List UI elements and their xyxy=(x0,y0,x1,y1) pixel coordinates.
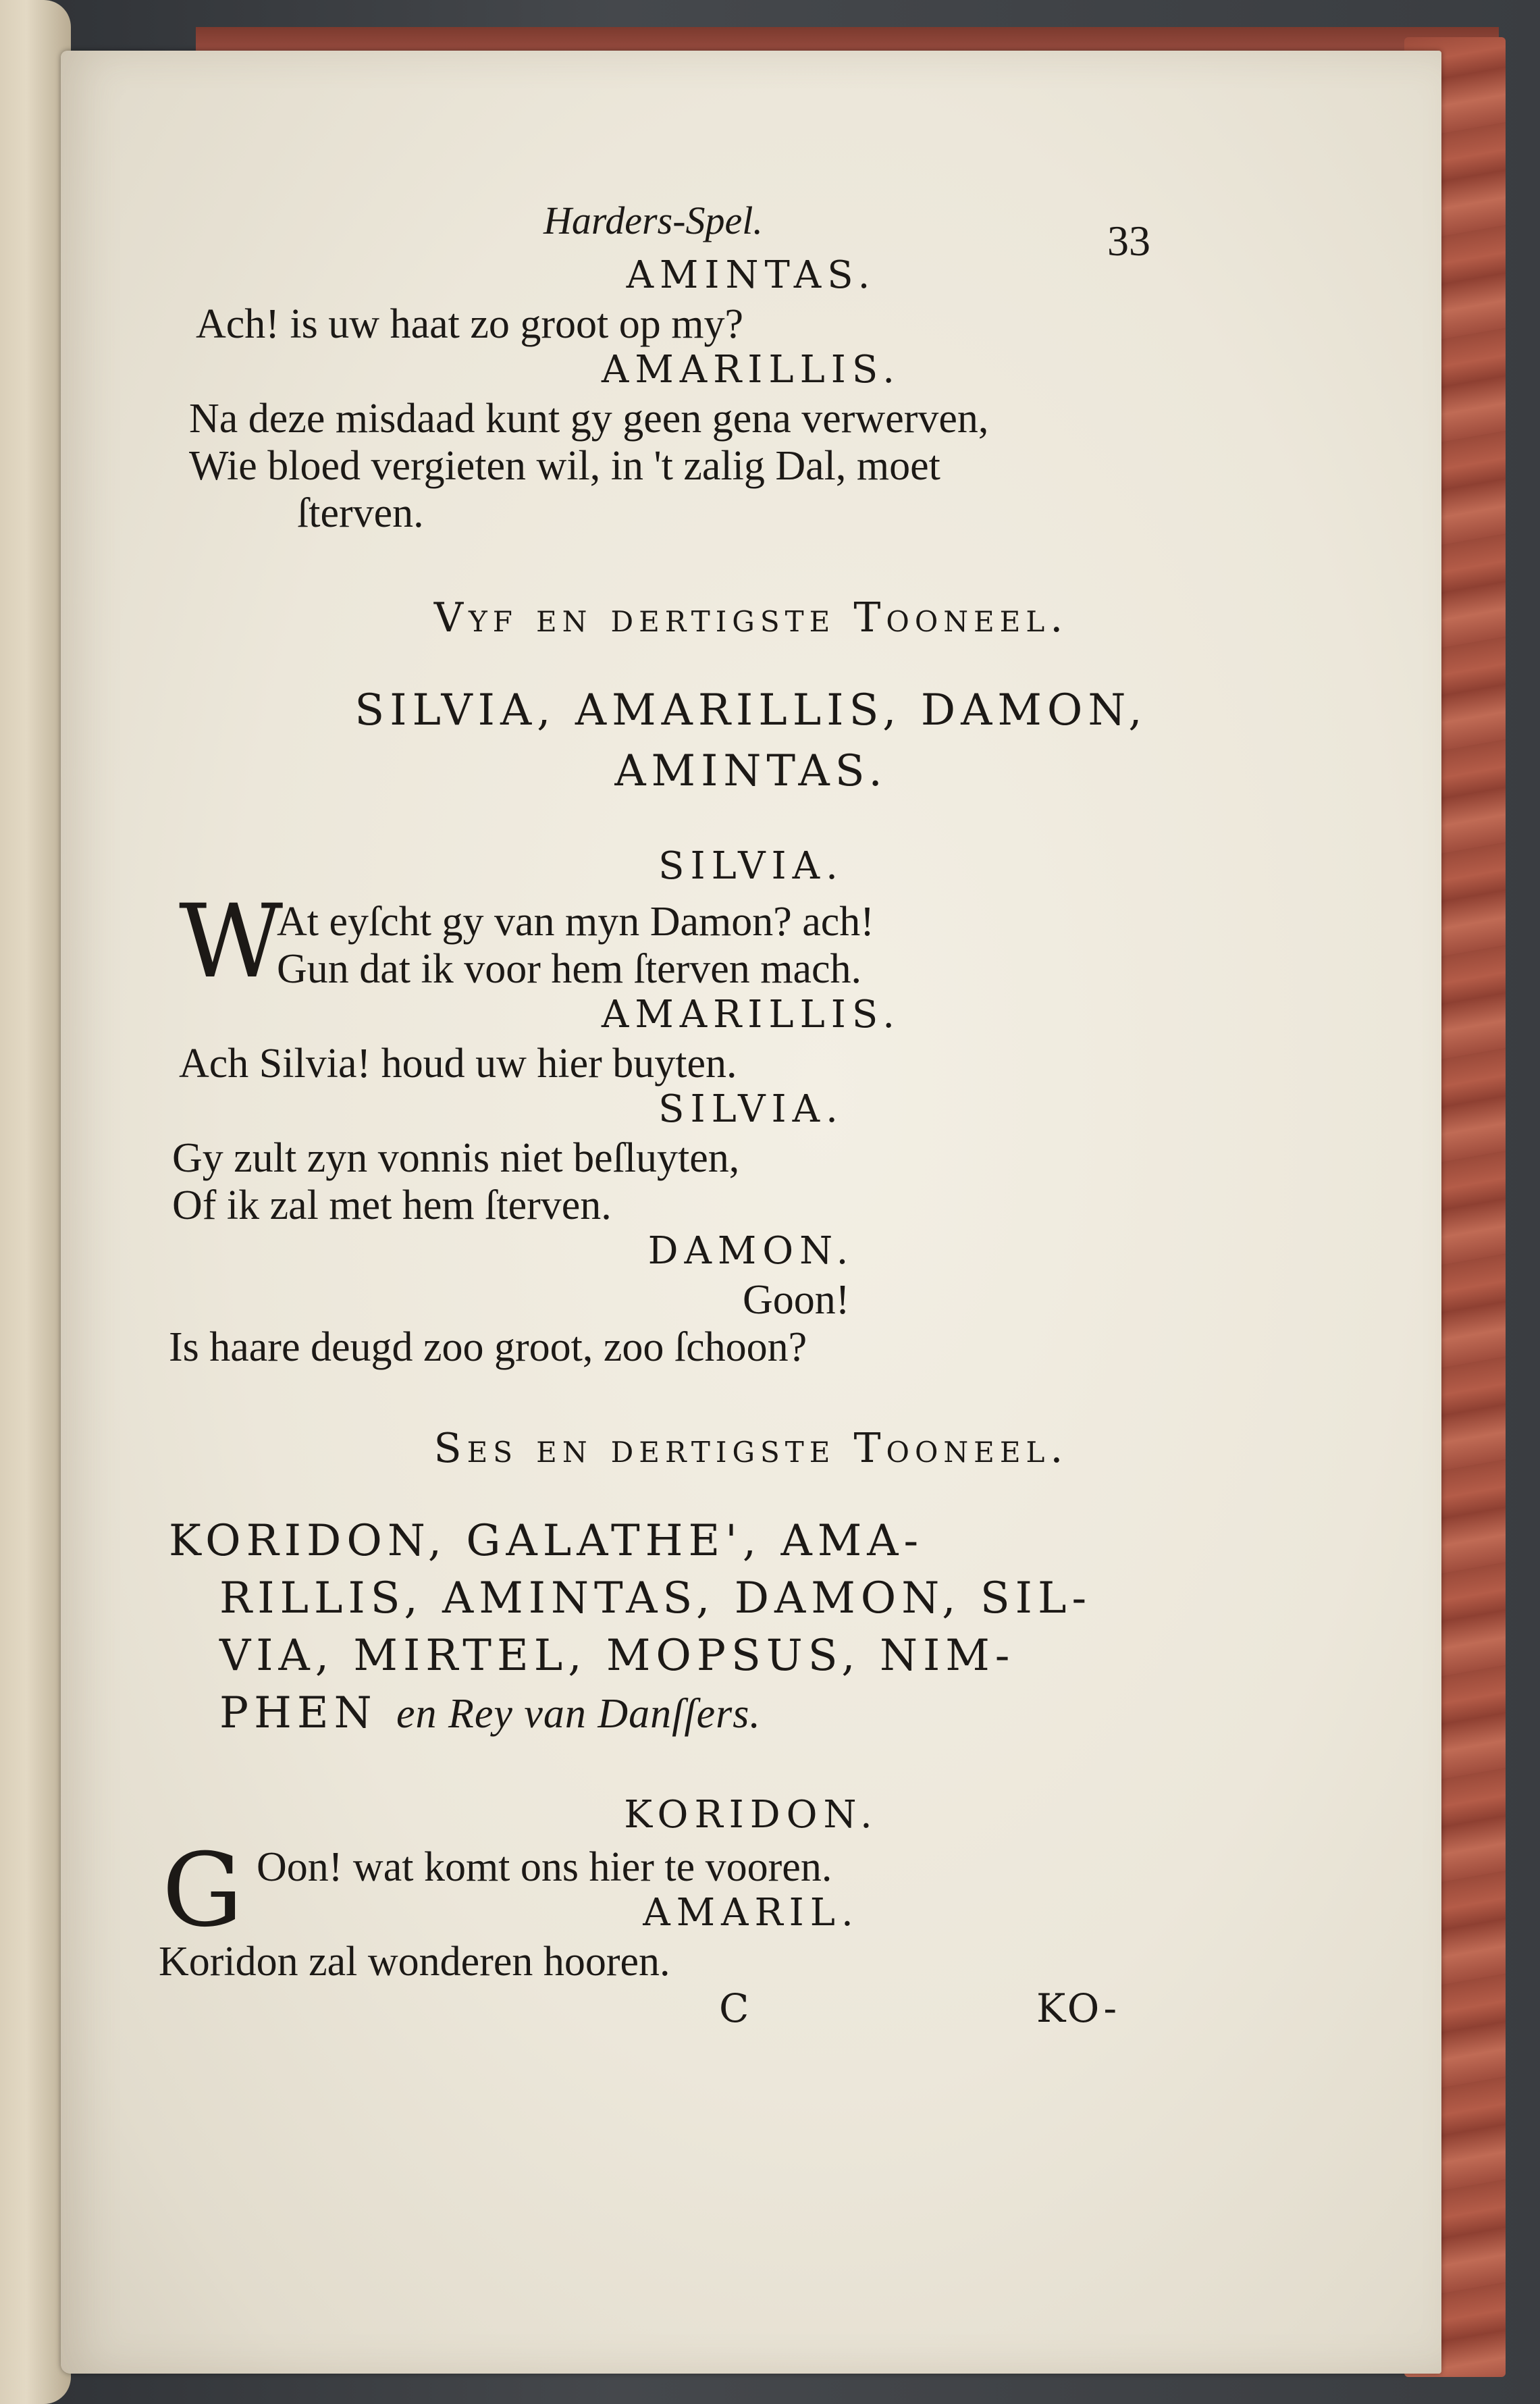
verse-line: Ach Silvia! houd uw hier buyten. xyxy=(179,1041,737,1087)
speaker-heading: KORIDON. xyxy=(624,1793,878,1837)
catchword: KO- xyxy=(1036,1985,1120,2031)
verse-line: At eyſcht gy van myn Damon? ach! xyxy=(277,899,874,945)
cast-list-line: KORIDON, GALATHE', AMA- xyxy=(169,1516,924,1566)
verse-line: Of ik zal met hem ſterven. xyxy=(172,1182,612,1228)
verse-line: Oon! wat komt ons hier te vooren. xyxy=(257,1844,832,1890)
verse-line: Goon! xyxy=(743,1277,850,1323)
speaker-heading: AMARIL. xyxy=(643,1891,859,1935)
book-page xyxy=(61,51,1441,2374)
cast-list-line: AMINTAS. xyxy=(614,746,888,796)
drop-capital: G xyxy=(162,1832,243,1950)
scene-title: Ses en dertigste Tooneel. xyxy=(433,1425,1069,1472)
speaker-heading: SILVIA. xyxy=(658,1087,844,1131)
verse-line: Wie bloed vergieten wil, in 't zalig Dal, moet xyxy=(189,443,940,489)
signature-mark: C xyxy=(719,1985,752,2031)
speaker-heading: AMARILLIS. xyxy=(601,993,901,1037)
cast-list-line: VIA, MIRTEL, MOPSUS, NIM- xyxy=(219,1631,1015,1681)
speaker-heading: DAMON. xyxy=(647,1229,855,1273)
cast-list-line xyxy=(219,1688,761,1738)
verse-line: Is haare deugd zoo groot, zoo ſchoon? xyxy=(169,1324,807,1370)
verse-line: ſterven. xyxy=(297,490,424,536)
verse-line: Ach! is uw haat zo groot op my? xyxy=(196,301,743,347)
cast-list-line: RILLIS, AMINTAS, DAMON, SIL- xyxy=(219,1573,1092,1623)
running-title: Harders-Spel. xyxy=(543,199,763,242)
cast-note: en Rey van Danſſers. xyxy=(396,1691,761,1737)
page-number: 33 xyxy=(1107,217,1150,265)
verse-line: Gun dat ik voor hem ſterven mach. xyxy=(277,946,862,992)
verse-line: Na deze misdaad kunt gy geen gena verwerven, xyxy=(189,396,989,442)
scene-title: Vyf en dertigste Tooneel. xyxy=(433,594,1069,642)
cast-name: PHEN xyxy=(219,1688,377,1738)
verse-line: Gy zult zyn vonnis niet beſluyten, xyxy=(172,1135,740,1181)
drop-capital: W xyxy=(179,883,284,1001)
speaker-heading: AMARILLIS. xyxy=(601,348,901,392)
cast-list-line: SILVIA, AMARILLIS, DAMON, xyxy=(354,685,1148,735)
verse-line: Koridon zal wonderen hooren. xyxy=(159,1939,670,1985)
speaker-heading: SILVIA. xyxy=(658,844,844,888)
speaker-heading: AMINTAS. xyxy=(626,253,876,297)
